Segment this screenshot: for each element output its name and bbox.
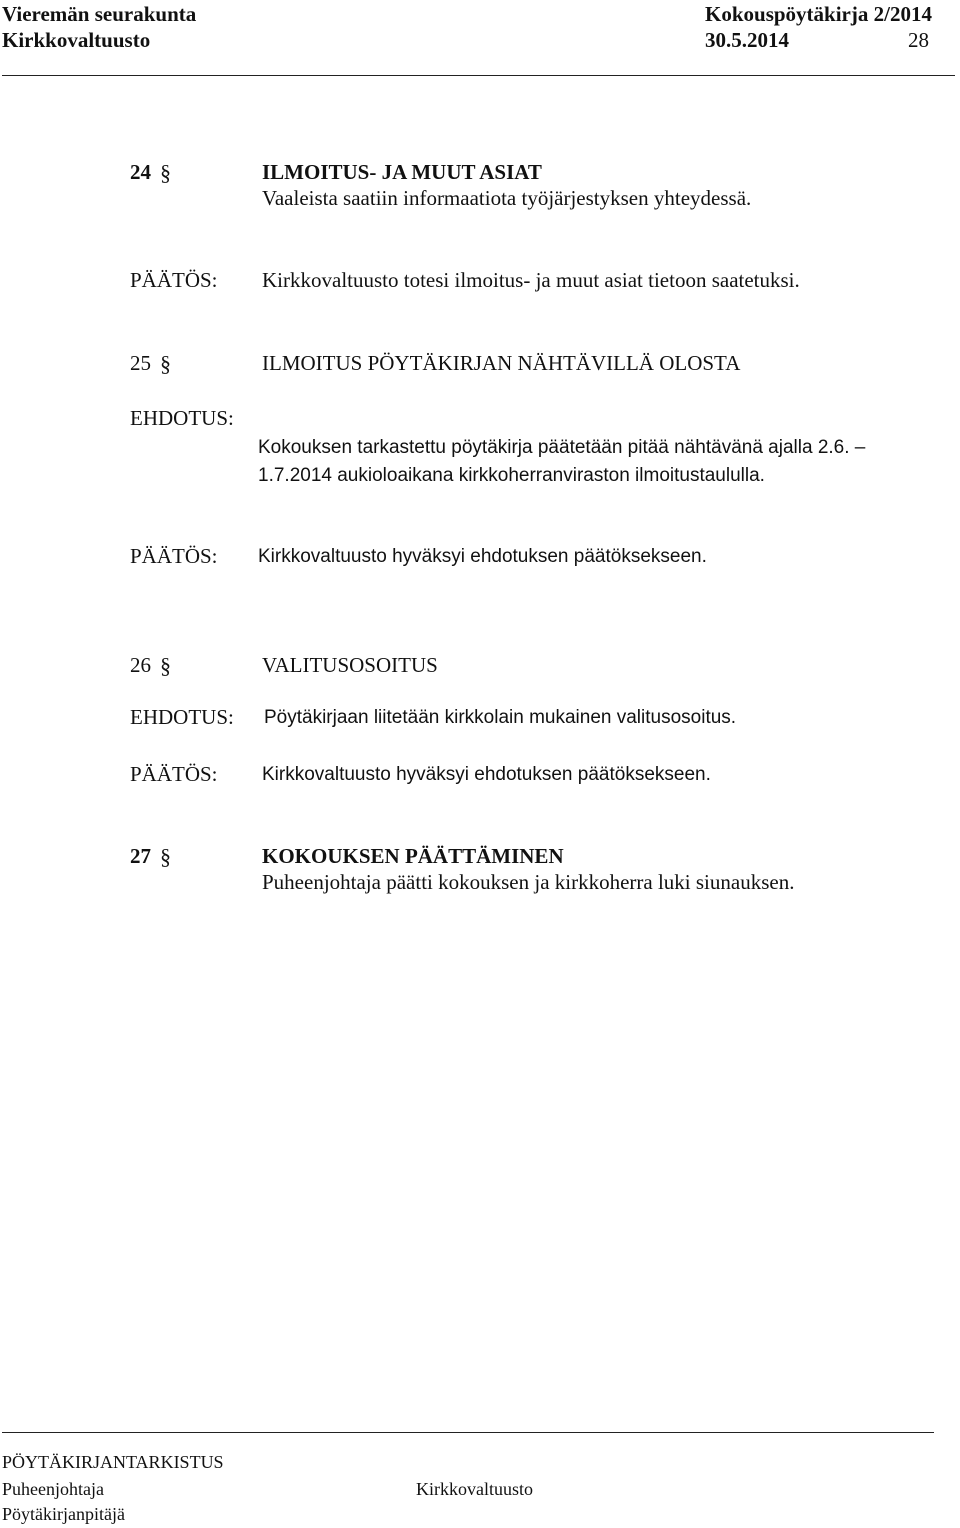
proposal-text: Pöytäkirjaan liitetään kirkkolain mukainen valitusosoitus. (264, 707, 737, 728)
proposal-text-line1: Kokouksen tarkastettu pöytäkirja päätetään pitää nähtävänä ajalla 2.6. – (258, 437, 866, 458)
header-body: Kirkkovaltuusto (2, 28, 151, 52)
section-symbol: § (160, 844, 171, 869)
footer-rule (2, 1432, 934, 1433)
section-title: ILMOITUS- JA MUUT ASIAT (262, 160, 542, 184)
section-symbol: § (160, 653, 171, 678)
header-date: 30.5.2014 (705, 28, 789, 52)
section-number: 25 (130, 351, 151, 375)
section-title: VALITUSOSOITUS (262, 653, 438, 677)
proposal-label: EHDOTUS: (130, 406, 234, 430)
section-title: KOKOUKSEN PÄÄTTÄMINEN (262, 844, 564, 868)
decision-text: Kirkkovaltuusto hyväksyi ehdotuksen päätöksekseen. (262, 764, 711, 785)
decision-text: Kirkkovaltuusto totesi ilmoitus- ja muut asiat tietoon saatetuksi. (262, 268, 800, 292)
decision-label: PÄÄTÖS: (130, 544, 218, 568)
section-title: ILMOITUS PÖYTÄKIRJAN NÄHTÄVILLÄ OLOSTA (262, 351, 741, 375)
footer-chair: Puheenjohtaja (2, 1479, 104, 1499)
header-rule (2, 75, 955, 76)
section-number: 24 (130, 160, 151, 184)
decision-text: Kirkkovaltuusto hyväksyi ehdotuksen päätöksekseen. (258, 546, 707, 567)
section-symbol: § (160, 160, 171, 185)
footer-secretary: Pöytäkirjanpitäjä (2, 1504, 125, 1524)
section-symbol: § (160, 351, 171, 376)
section-number: 26 (130, 653, 151, 677)
header-org: Vieremän seurakunta (2, 2, 197, 26)
header-page-number: 28 (908, 28, 929, 52)
decision-label: PÄÄTÖS: (130, 762, 218, 786)
header-document-title: Kokouspöytäkirja 2/2014 (705, 2, 932, 26)
footer-title: PÖYTÄKIRJANTARKISTUS (2, 1452, 224, 1472)
footer-council: Kirkkovaltuusto (416, 1479, 533, 1499)
decision-label: PÄÄTÖS: (130, 268, 218, 292)
proposal-text-line2: 1.7.2014 aukioloaikana kirkkoherranviraston ilmoitustaululla. (258, 465, 765, 486)
proposal-label: EHDOTUS: (130, 705, 234, 729)
section-text: Puheenjohtaja päätti kokouksen ja kirkkoherra luki siunauksen. (262, 870, 795, 894)
section-text: Vaaleista saatiin informaatiota työjärjestyksen yhteydessä. (262, 186, 752, 210)
section-number: 27 (130, 844, 151, 868)
